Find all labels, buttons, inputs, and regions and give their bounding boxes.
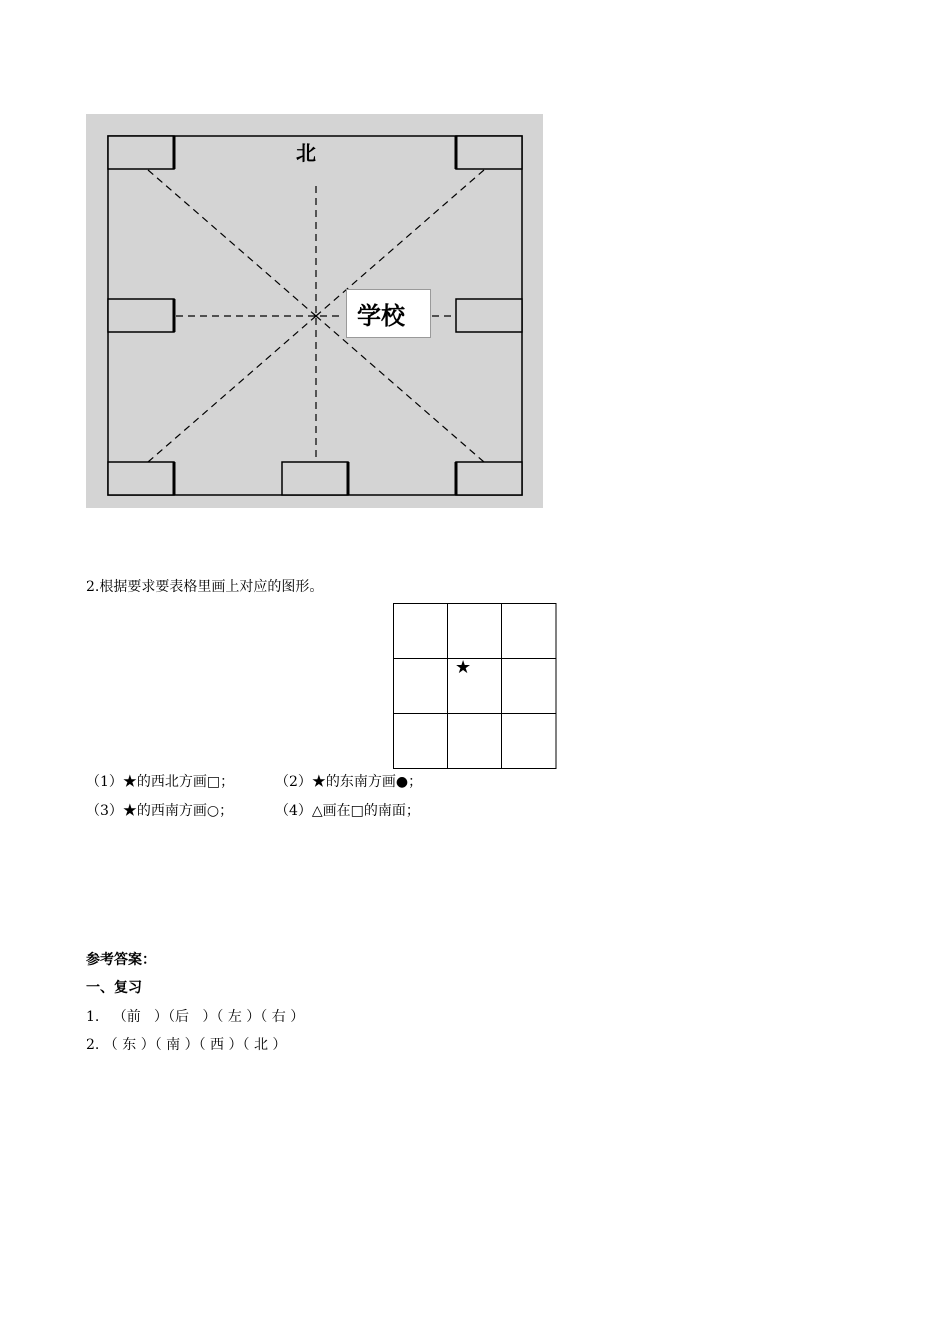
answers-section: 一、复习 — [86, 980, 142, 996]
box-southwest — [108, 462, 174, 495]
compass-diagram-svg — [86, 114, 543, 508]
box-southeast — [456, 462, 522, 495]
question-2-title: 2.根据要求要表格里画上对应的图形。 — [86, 579, 324, 595]
grid-cell-nw — [394, 604, 448, 659]
grid-cell-w — [394, 659, 448, 714]
grid-svg — [393, 603, 557, 769]
grid-cell-sw — [394, 714, 448, 769]
north-label: 北 — [296, 141, 316, 165]
box-east — [456, 299, 522, 332]
grid-cell-n — [448, 604, 502, 659]
compass-diagram — [86, 114, 543, 508]
box-south — [282, 462, 348, 495]
answer-line-1: 1. （前 ）（后 ）（ 左 ）（ 右 ） — [86, 1009, 305, 1025]
grid-cell-e — [502, 659, 557, 714]
box-northeast — [456, 136, 522, 169]
direction-grid — [393, 603, 557, 769]
grid-cell-ne — [502, 604, 557, 659]
school-label: 学校 — [346, 289, 431, 338]
answers-heading: 参考答案： — [86, 952, 156, 968]
requirement-1: （1）★的西北方画□； — [86, 774, 235, 790]
answer-line-2: 2. （ 东 ）（ 南 ）（ 西 ）（ 北 ） — [86, 1037, 287, 1053]
star-icon: ★ — [455, 657, 472, 678]
requirement-2: （2）★的东南方画●； — [275, 774, 423, 790]
box-west — [108, 299, 174, 332]
box-northwest — [108, 136, 174, 169]
grid-cell-s — [448, 714, 502, 769]
requirement-3: （3）★的西南方画○； — [86, 803, 234, 819]
requirement-4: （4）△画在□的南面； — [275, 803, 420, 819]
grid-cell-se — [502, 714, 557, 769]
